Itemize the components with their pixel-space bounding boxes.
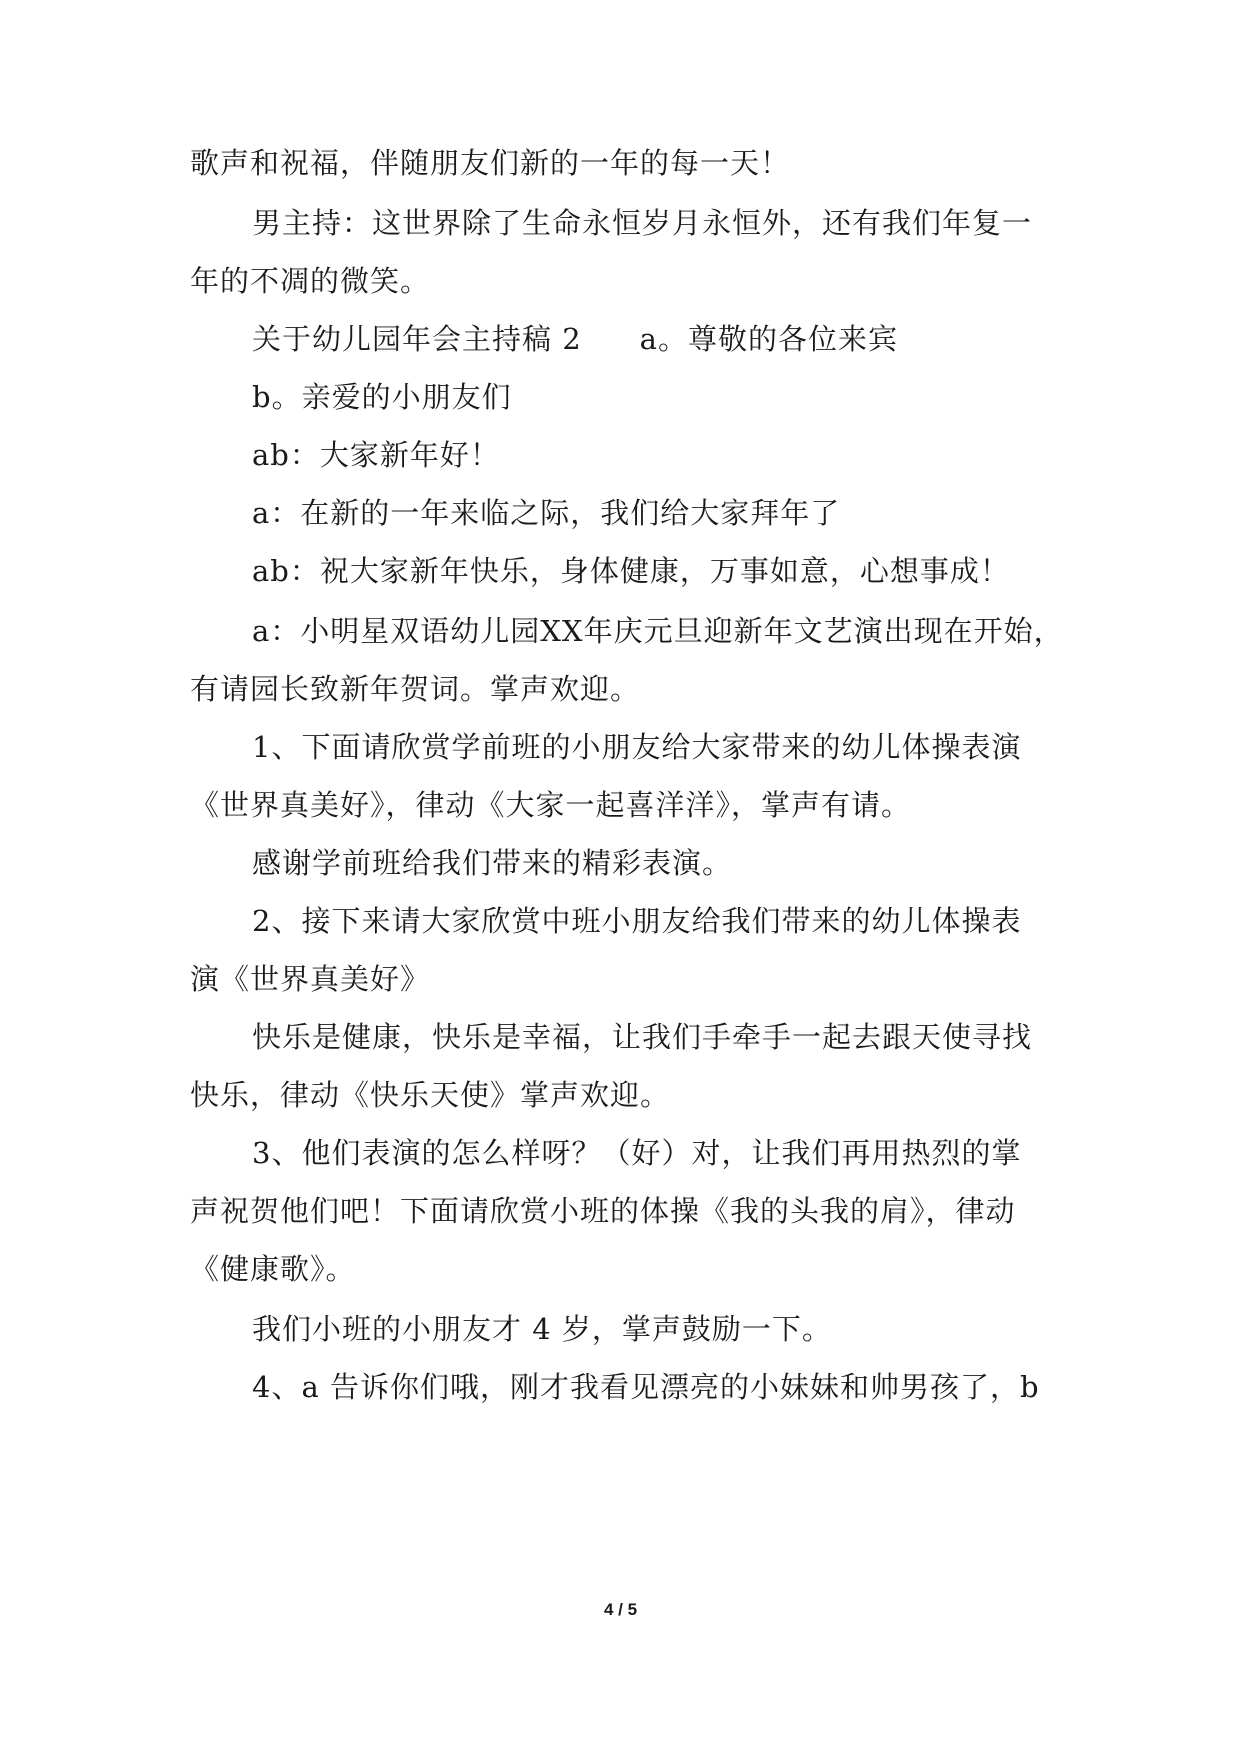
paragraph-inline: a。尊敬的各位来宾	[639, 322, 898, 356]
paragraph-line: a：在新的一年来临之际，我们给大家拜年了	[252, 496, 841, 530]
paragraph-line: 快乐是健康，快乐是幸福，让我们手牵手一起去跟天使寻找	[252, 1020, 1033, 1054]
paragraph-line: 男主持：这世界除了生命永恒岁月永恒外，还有我们年复一	[252, 206, 1033, 240]
paragraph-line: 1、下面请欣赏学前班的小朋友给大家带来的幼儿体操表演	[252, 730, 1022, 764]
paragraph-line: 《世界真美好》，律动《大家一起喜洋洋》，掌声有请。	[190, 788, 912, 822]
paragraph-line: 2、接下来请大家欣赏中班小朋友给我们带来的幼儿体操表	[252, 904, 1022, 938]
paragraph-line: 3、他们表演的怎么样呀？（好）对，让我们再用热烈的掌	[252, 1136, 1022, 1170]
paragraph-line: 演《世界真美好》	[190, 962, 431, 996]
section-heading-line	[252, 322, 1132, 356]
paragraph-line: 我们小班的小朋友才 4 岁，掌声鼓励一下。	[252, 1312, 832, 1346]
paragraph-line: ab：祝大家新年快乐，身体健康，万事如意，心想事成！	[252, 554, 1010, 588]
page-number: 4 / 5	[603, 1600, 638, 1619]
section-heading: 关于幼儿园年会主持稿 2	[252, 322, 582, 356]
paragraph-line: b。亲爱的小朋友们	[252, 380, 512, 414]
paragraph-line: 《健康歌》。	[190, 1252, 356, 1286]
paragraph-line: 快乐，律动《快乐天使》掌声欢迎。	[190, 1078, 671, 1112]
paragraph-line: 感谢学前班给我们带来的精彩表演。	[252, 846, 733, 880]
paragraph-line: a：小明星双语幼儿园XX年庆元旦迎新年文艺演出现在开始，	[252, 614, 1064, 648]
paragraph-line: 有请园长致新年贺词。掌声欢迎。	[190, 672, 641, 706]
paragraph-line: 4、a 告诉你们哦，刚才我看见漂亮的小妹妹和帅男孩了，b	[252, 1370, 1040, 1404]
paragraph-line: ab：大家新年好！	[252, 438, 500, 472]
paragraph-line: 年的不凋的微笑。	[190, 264, 431, 298]
paragraph-line: 歌声和祝福，伴随朋友们新的一年的每一天！	[190, 146, 791, 180]
paragraph-line: 声祝贺他们吧！下面请欣赏小班的体操《我的头我的肩》，律动	[190, 1194, 1016, 1228]
